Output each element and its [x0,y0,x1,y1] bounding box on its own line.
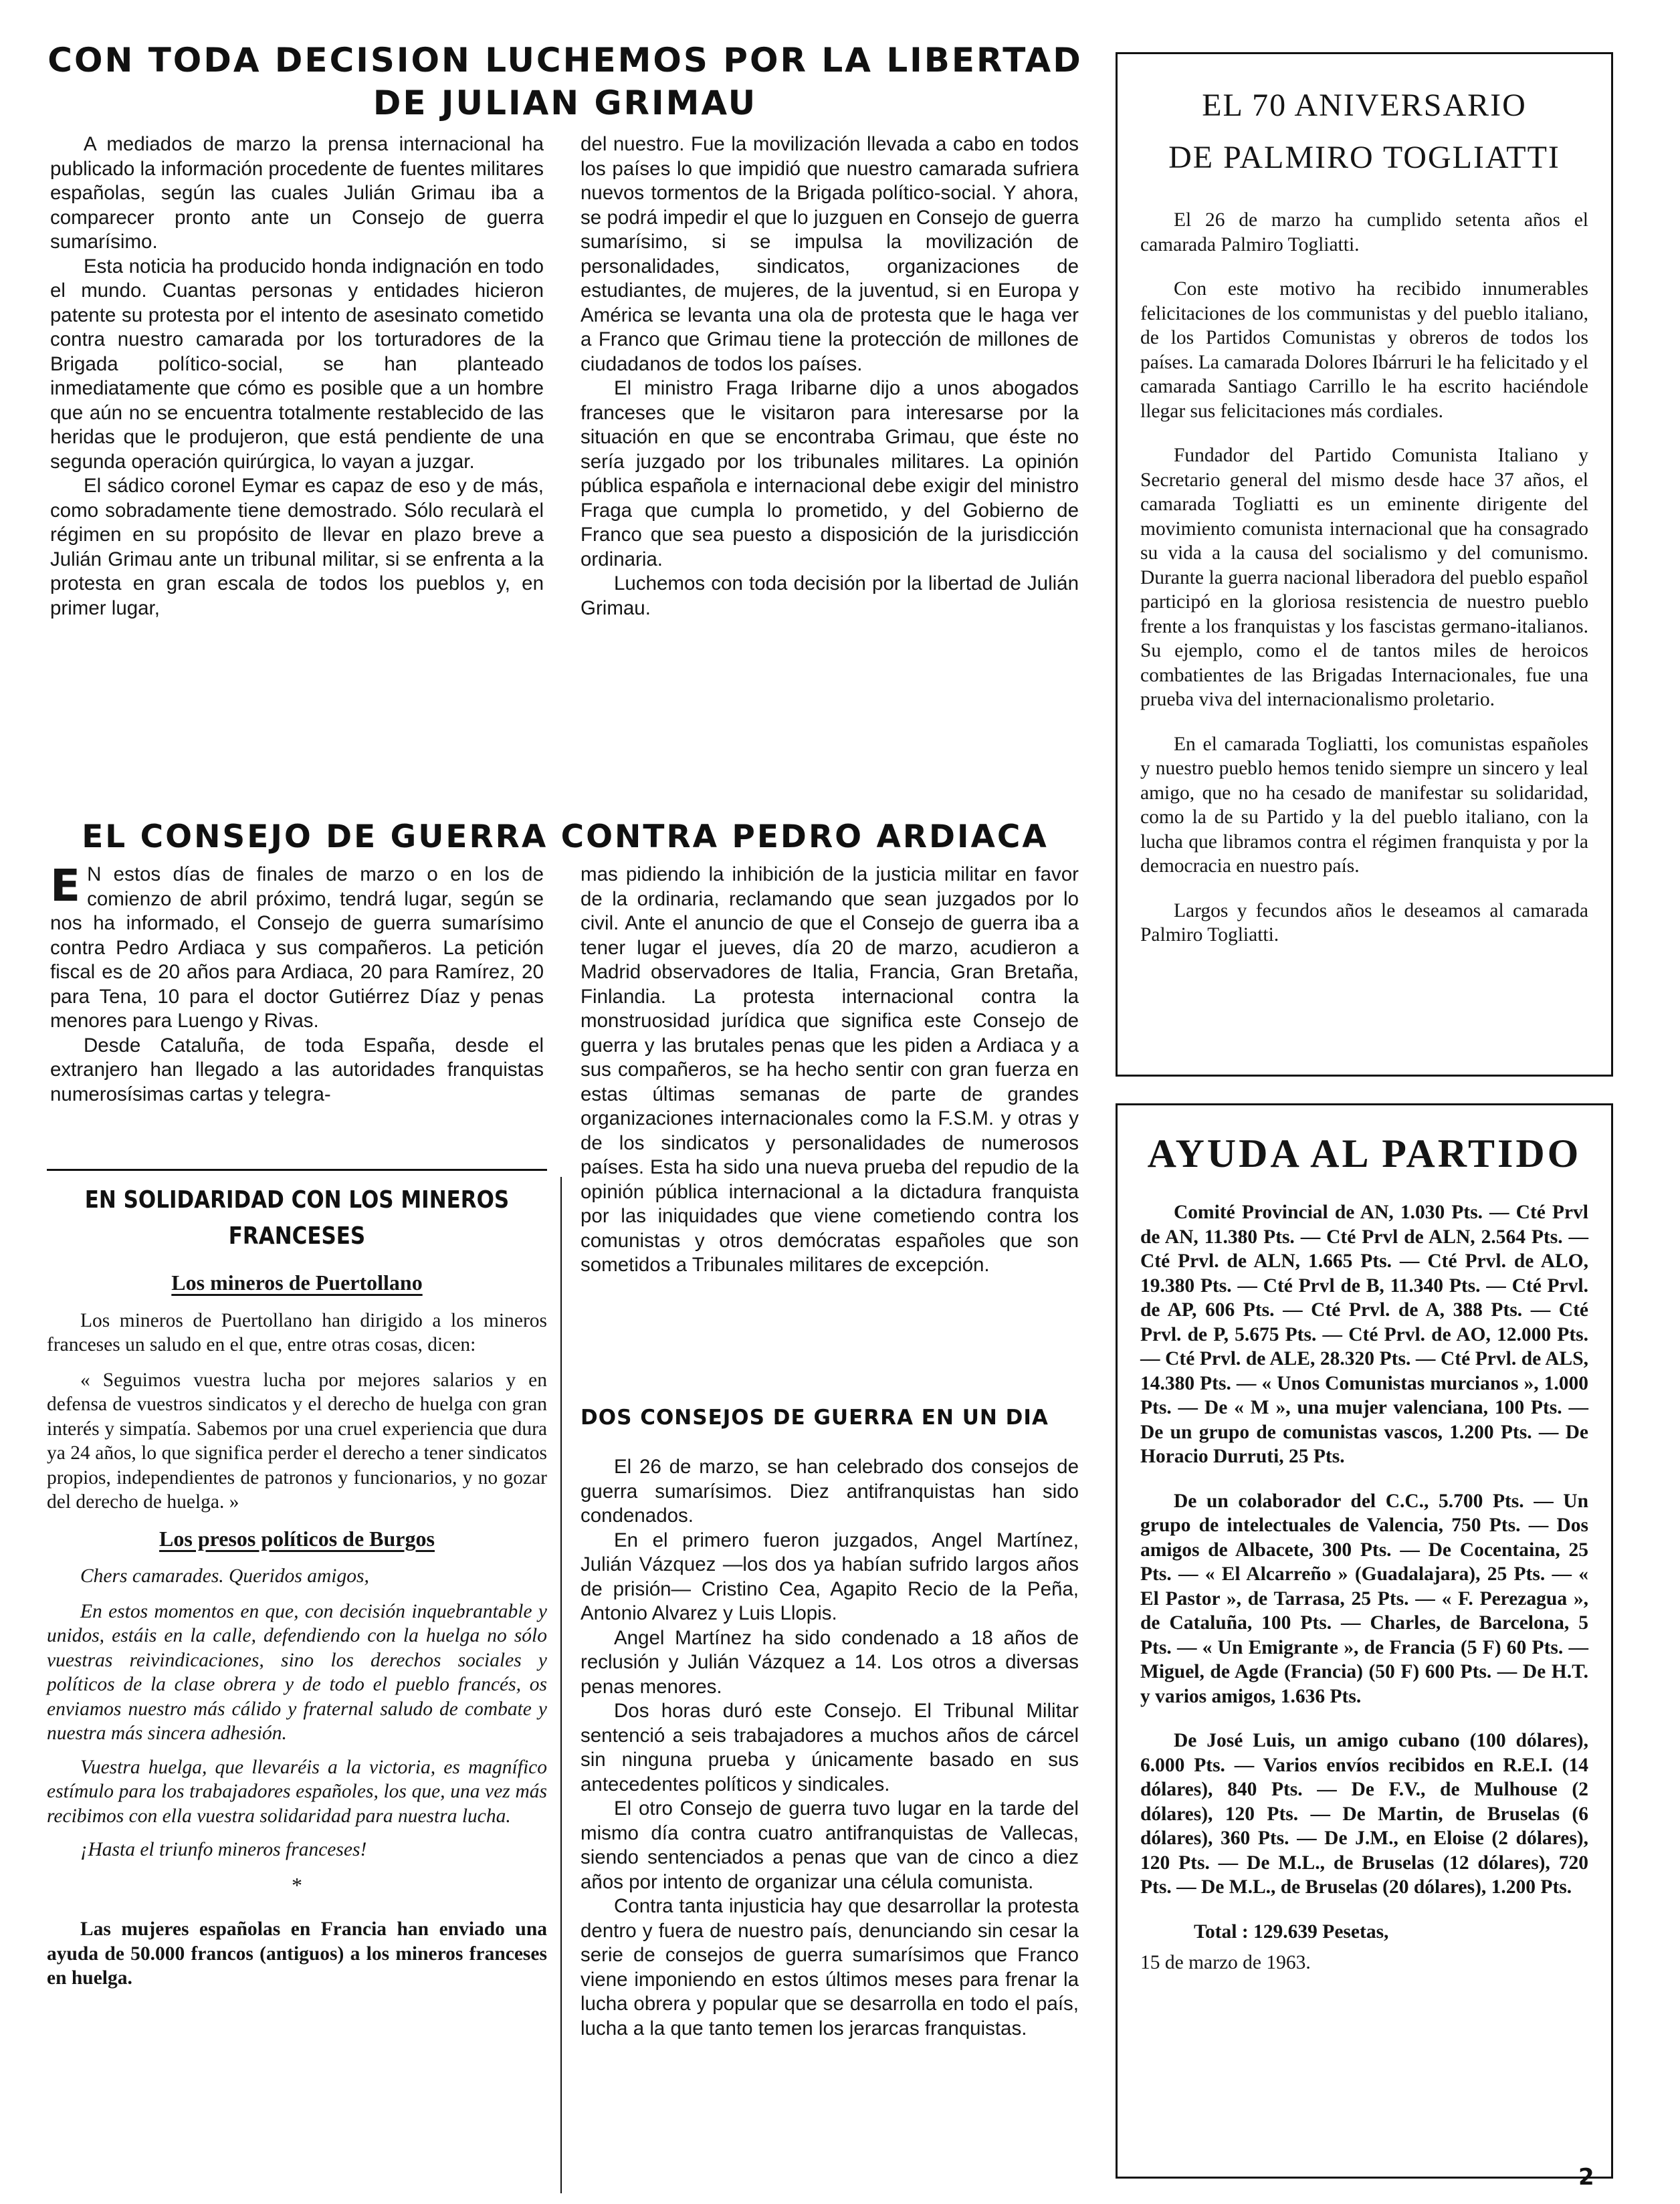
ayuda-paragraph: Comité Provincial de AN, 1.030 Pts. — Cté Prvl de AN, 11.380 Pts. — Cté Prvl de ALN, 2.564 Pts. — Cté Prvl. de ALN, 1.665 Pts. — Cté Prvl. de ALO, 19.380 Pts. — Cté Prvl de B, 11.340 Pts. — Cté Prvl. de AP, 606 Pts. — Cté Prvl. de A, 388 Pts. — Cté Prvl. de P, 5.675 Pts. — Cté Prvl. de AO, 12.000 Pts. — Cté Prvl. de ALE, 28.320 Pts. — Cté Prvl. de ALS, 14.380 Pts. — « Unos Comunistas murcianos », 1.000 Pts. — De « M », una mujer valenciana, 100 Pts. — De un grupo de comunistas vascos, 1.200 Pts. — De Horacio Durruti, 25 Pts. [1140,1202,1588,1467]
ayuda-box [1116,1103,1613,2179]
mineros-letter [47,1564,547,1862]
togliatti-box [1116,52,1613,1077]
grimau-paragraph: A mediados de marzo la prensa internacional ha publicado la información procedente de fuentes militares españolas, según las cuales Julián Grimau iba a comparecer pronto ante un Consejo de guerra sumarísimo. [50,133,544,253]
dos-consejos-body [581,1455,1079,2041]
dos-paragraph: Contra tanta injusticia hay que desarrollar la protesta dentro y fuera de nuestro país, denunciando sin cesar la serie de consejos de guerra sumarísimos que Franco viene imponiendo en estos últimos meses para frenar la lucha obrera y popular que se desarrolla en todo el país, lucha a la que tanto temen los jerarcas franquistas. [581,1895,1079,2040]
mineros-subtitle-2: Los presos políticos de Burgos [159,1526,435,1551]
mineros-subtitle-1-wrap [47,1271,547,1295]
page-number: 2 [1578,2164,1594,2191]
ardiaca-title-block [40,817,1090,857]
mineros-greeting: Chers camarades. Queridos amigos, [80,1565,369,1587]
dos-paragraph: Angel Martínez ha sido condenado a 18 años de reclusión y Julián Vázquez a 14. Los otros a diversas penas menores. [581,1626,1079,1698]
mineros-subtitle-2-wrap [47,1527,547,1551]
ardiaca-title: EL CONSEJO DE GUERRA CONTRA PEDRO ARDIACA [82,818,1049,855]
section-divider [47,1169,547,1171]
ardiaca-text: N estos días de finales de marzo o en los de comienzo de abril próximo, tendrá lugar, según se nos ha informado, el Consejo de guerra sumarísimo contra Pedro Ardiaca y sus compañeros. La petición fiscal es de 20 años para Ardiaca, 20 para Ramírez, 20 para Tena, 10 para el doctor Gutiérrez Díaz y penas menores para Luengo y Rivas. [50,863,544,1032]
grimau-column-2 [581,132,1079,621]
grimau-column-1 [50,132,544,621]
mineros-body [47,1309,547,1515]
ardiaca-column-2 [581,863,1079,1278]
ayuda-body [1140,1200,1588,1900]
togliatti-paragraph: En el camarada Togliatti, los comunistas españoles y nuestro pueblo hemos tenido siempre un sincero y leal amigo, que no ha cesado de manifestar su solidaridad, como la de su Partido y la del pueblo italiano, con la lucha que libramos contra el régimen franquista y por la democracia en nuestro país. [1140,733,1588,877]
grimau-title-line2: DE JULIAN GRIMAU [373,84,758,122]
dos-paragraph: El 26 de marzo, se han celebrado dos consejos de guerra sumarísimos. Diez antifranquistas han sido condenados. [581,1456,1079,1527]
mineros-star: * [292,1872,302,1897]
grimau-paragraph: El ministro Fraga Iribarne dijo a unos abogados franceses que le visitaron para interesarse por la situación en que se encontraba Grimau, que éste no sería juzgado por los tribunales militares. La opinión pública española e internacional debe exigir del ministro Fraga que cumpla lo prometido, y del Gobierno de Franco que sea puesto a disposición de la jurisdicción ordinaria. [581,377,1079,570]
mineros-paragraph: Los mineros de Puertollano han dirigido a los mineros franceses un saludo en el que, entre otras cosas, dicen: [47,1309,547,1355]
ayuda-paragraph: De un colaborador del C.C., 5.700 Pts. — Un grupo de intelectuales de Valencia, 750 Pts. — Dos amigos de Albacete, 300 Pts. — De Cocentaina, 25 Pts. — « El Alcarreño » (Guadalajara), 25 Pts. — « El Pastor », de Tarrasa, 25 Pts. — « F. Perezagua », de Cataluña, 100 Pts. — Charles, de Barcelona, 5 Pts. — « Un Emigrante », de Francia (5 F) 60 Pts. — Miguel, de Agde (Francia) (50 F) 600 Pts. — De H.T. y varios amigos, 1.636 Pts. [1140,1490,1588,1707]
grimau-title-line1: CON TODA DECISION LUCHEMOS POR LA LIBERTAD [47,41,1083,80]
mineros-quote: « Seguimos vuestra lucha por mejores salarios y en defensa de vuestros sindicatos y el derecho de huelga con gran interés y simpatía. Sabemos por una cruel experiencia que dura ya 24 años, lo que significa perder el derecho a tener sindicatos propios, independientes de patronos y funcionarios, y no gozar del derecho de huelga. » [47,1369,547,1513]
ardiaca-dropcap: E [50,860,81,911]
column-rule [560,1177,562,2193]
mineros-section [47,1182,547,1991]
ardiaca-paragraph: mas pidiendo la inhibición de la justicia militar en favor de la ordinaria, reclamando que sean juzgados por lo civil. Ante el anuncio de que el Consejo de guerra iba a tener lugar el jueves, día 20 de marzo, acudieron a Madrid observadores de Italia, Francia, Gran Bretaña, Finlandia. La protesta internacional contra la monstruosidad jurídica que significa este Consejo de guerra y las brutales penas que les piden a Ardiaca y a sus compañeros, se ha hecho sentir con gran fuerza en estas últimas semanas de parte de grandes organizaciones internacionales como la F.S.M. y otras y de los sindicatos y personalidades de numerosos países. Esta ha sido una nueva prueba del repudio de la opinión pública internacional a la dictadura franquista por las iniquidades que viene cometiendo contra los comunistas y otros demócratas españoles que son sometidos a Tribunales militares de excepción. [581,863,1079,1276]
togliatti-paragraph: Fundador del Partido Comunista Italiano y Secretario general del mismo desde hace 37 años, el camarada Togliatti es un eminente dirigente del movimiento comunista internacional que ha consagrado su vida a la causa del socialismo y del comunismo. Durante la guerra nacional liberadora del pueblo español participó en la gloriosa resistencia de nuestro pueblo frente a los franquistas y los fascistas germano-italianos. Su ejemplo, como el de tantos miles de heroicos combatientes de las Brigadas Internacionales, fue una prueba viva del internacionalismo proletario. [1140,445,1588,710]
mineros-letter-paragraph: ¡Hasta el triunfo mineros franceses! [80,1839,367,1860]
grimau-paragraph: Esta noticia ha producido honda indignación en todo el mundo. Cuantas personas y entidades hicieron patente su protesta por el intento de asesinato cometido contra nuestro camarada por los torturadores de la Brigada político-social, se han planteado inmediatamente que cómo es posible que a un hombre que aún no se encuentra totalmente restablecido de las heridas que le produjeron, que está pendiente de una segunda operación quirúrgica, lo vayan a juzgar. [50,255,544,473]
togliatti-title-line2: DE PALMIRO TOGLIATTI [1168,140,1560,175]
mineros-closing-wrap [47,1917,547,1991]
grimau-paragraph: Luchemos con toda decisión por la libertad de Julián Grimau. [581,572,1079,619]
dos-paragraph: Dos horas duró este Consejo. El Tribunal Militar sentenció a seis trabajadores a muchos años de cárcel sin ninguna prueba y únicamente basado en sus antecedentes políticos y sindicales. [581,1700,1079,1795]
grimau-paragraph: El sádico coronel Eymar es capaz de eso y de más, como sobradamente tiene demostrado. Sólo recularà el régimen en su propósito de llevar en plazo breve a Julián Grimau ante un tribunal militar, si se enfrenta a la protesta en gran escala de todos los pueblos y, en primer lugar, [50,475,544,619]
togliatti-paragraph: Largos y fecundos años le deseamos al camarada Palmiro Togliatti. [1140,899,1588,946]
ayuda-paragraph: De José Luis, un amigo cubano (100 dólares), 6.000 Pts. — Varios envíos recibidos en R.E.I. (14 dólares), 840 Pts. — De F.V., de Mulhouse (2 dólares), 120 Pts. — De Martin, de Bruselas (6 dólares), 360 Pts. — De J.M., en Eloise (2 dólares), 120 Pts. — De M.L., de Bruselas (12 dólares), 720 Pts. — De M.L., de Bruselas (20 dólares), 1.200 Pts. [1140,1730,1588,1898]
mineros-letter-paragraph: Vuestra huelga, que llevaréis a la victoria, es magnífico estímulo para los trabajadores españoles, los que, una vez más recibimos con ella vuestra solidaridad para nuestra lucha. [47,1756,547,1827]
ayuda-title: AYUDA AL PARTIDO [1147,1131,1582,1176]
togliatti-body [1140,208,1588,948]
togliatti-paragraph: El 26 de marzo ha cumplido setenta años el camarada Palmiro Togliatti. [1140,209,1588,255]
mineros-letter-paragraph: En estos momentos en que, con decisión inquebrantable y unidos, estáis en la calle, defendiendo con la huelga no sólo vuestras reivindicaciones, sino los derechos sociales y políticos de la clase obrera y de todo el pueblo francés, os enviamos nuestro más cálido y fraternal saludo de combate y nuestra más sincera adhesión. [47,1600,547,1744]
dos-consejos-section [581,1404,1079,2041]
grimau-paragraph: del nuestro. Fue la movilización llevada a cabo en todos los países lo que impidió que nuestro camarada sufriera nuevos tormentos de la Brigada político-social. Y ahora, se podrá impedir el que lo juzguen en Consejo de guerra sumarísimo, si se impulsa la movilización de personalidades, sindicatos, organizaciones de estudiantes, de mujeres, de la juventud, si en Europa y América se levanta una ola de protesta que le haga ver a Franco que Grimau tiene la protección de millones de ciudadanos de todos los países. [581,133,1079,375]
dos-paragraph: En el primero fueron juzgados, Angel Martínez, Julián Vázquez —los dos ya habían sufrido largos años de prisión— Cristino Cea, Agapito Recio de la Peña, Antonio Alvarez y Luis Llopis. [581,1529,1079,1624]
mineros-title: EN SOLIDARIDAD CON LOS MINEROS FRANCESES [84,1186,510,1250]
togliatti-title-line1: EL 70 ANIVERSARIO [1202,88,1527,123]
dos-consejos-title: DOS CONSEJOS DE GUERRA EN UN DIA [581,1406,1049,1430]
ardiaca-paragraph: Desde Cataluña, de toda España, desde el extranjero han llegado a las autoridades franquistas numerosísimas cartas y telegra- [50,1034,544,1105]
dos-paragraph: El otro Consejo de guerra tuvo lugar en la tarde del mismo día contra cuatro antifranquistas de Vallecas, siendo sentenciados a penas que van de cinco a diez años por intento de organizar una célula comunista. [581,1797,1079,1893]
ardiaca-column-1 [50,860,544,1107]
togliatti-paragraph: Con este motivo ha recibido innumerables felicitaciones de los communistas y del pueblo italiano, de los Partidos Comunistas y obreros de todos los países. La camarada Dolores Ibárruri le ha felicitado y el camarada Santiago Carrillo le ha escrito haciéndole llegar sus felicitaciones más cordiales. [1140,278,1588,422]
ayuda-date: 15 de marzo de 1963. [1140,1952,1311,1973]
ardiaca-paragraph [50,860,544,1034]
ayuda-total: Total : 129.639 Pesetas, [1194,1920,1389,1943]
mineros-subtitle-1: Los mineros de Puertollano [171,1271,423,1295]
mineros-closing: Las mujeres españolas en Francia han enviado una ayuda de 50.000 francos (antiguos) a los mineros franceses en huelga. [47,1918,547,1989]
grimau-title [40,39,1090,124]
